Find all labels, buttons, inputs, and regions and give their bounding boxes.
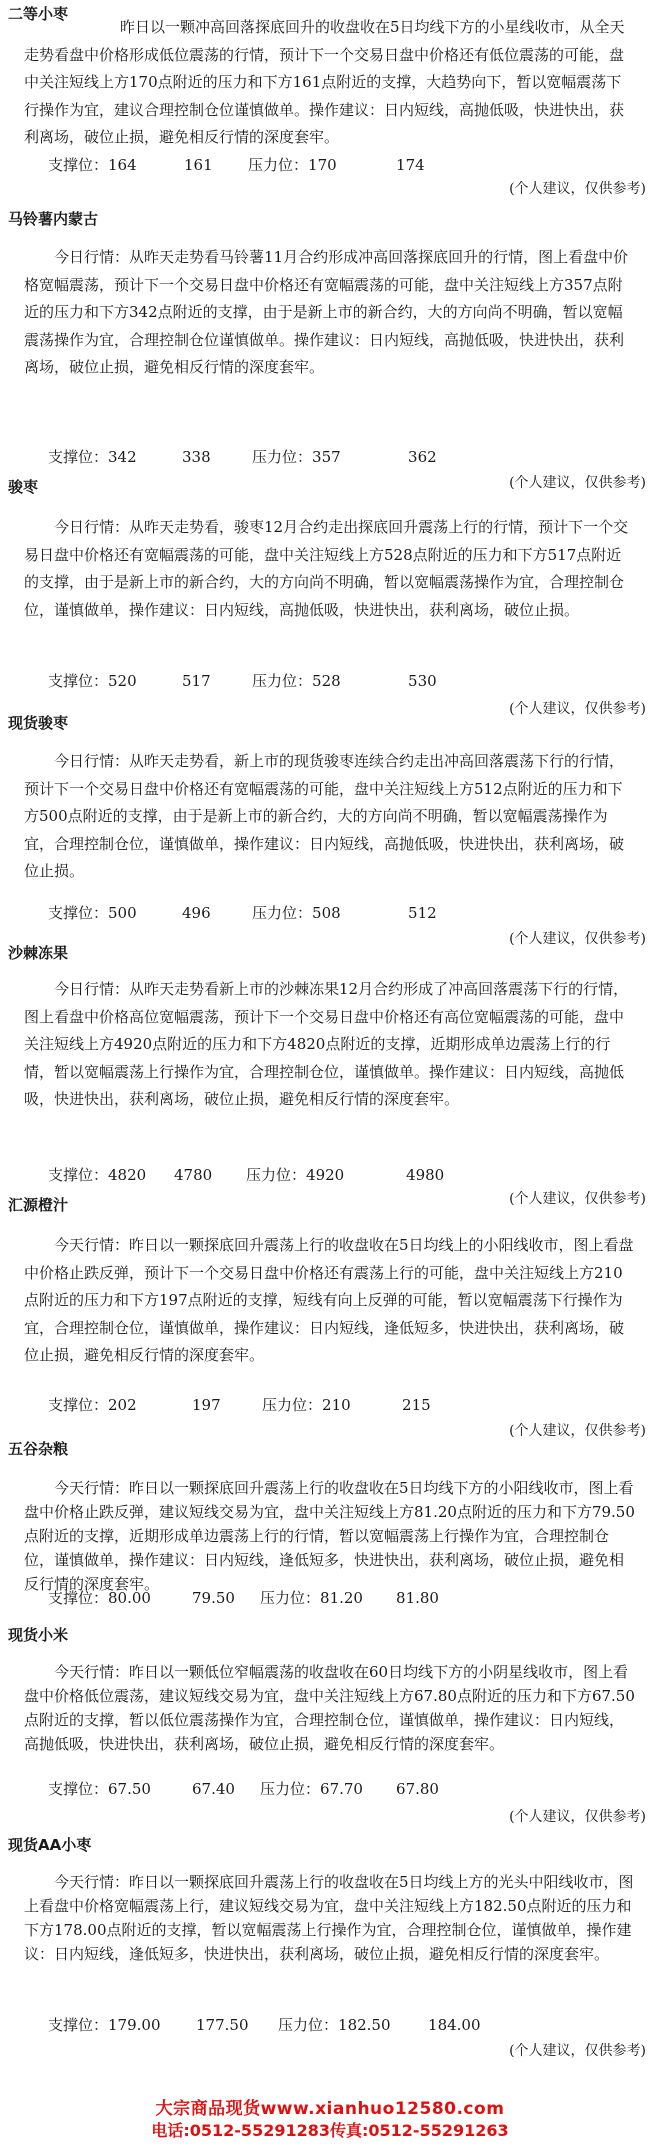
section-body: 今日行情：从昨天走势看，骏枣12月合约走出探底回升震荡上行的行情，预计下一个交易日盘中价格还有宽幅震荡的可能，盘中关注短线上方528点附近的压力和下方517点附近的支撑，由于是新上市的新合约，大的方向尚不明确，暂以宽幅震荡操作为宜，合理控制仓位，谨慎做单，操作建议：日内短线，高抛低吸，快进快出，获利离场，破位止损。 — [24, 518, 629, 619]
pressure-value-1: 210 — [322, 1396, 351, 1414]
price-levels — [48, 2016, 481, 2034]
section-title: 现货AA小枣 — [8, 1836, 92, 1854]
support-label: 支撑位： — [48, 156, 109, 174]
support-label: 支撑位： — [48, 1589, 109, 1607]
pressure-value-2: 67.80 — [396, 1780, 439, 1798]
price-levels — [48, 904, 437, 922]
section-body: 今天行情：昨日以一颗探底回升震荡上行的收盘收在5日均线上方的光头中阳线收市，图上看盘中价格宽幅震荡上行，建议短线交易为宜，盘中关注短线上方182.50点附近的压力和下方178.00点附近的支撑，暂以宽幅震荡上行操作为宜，合理控制仓位，谨慎做单，操作建议：日内短线，逢低短多，快进快出，获利离场，破位止损，避免相反行情的深度套牢。 — [24, 1873, 634, 1963]
section-title: 汇源橙汁 — [8, 1196, 69, 1214]
support-value-1: 80.00 — [108, 1589, 151, 1607]
footer-contact — [0, 2098, 660, 2142]
section-body: 今日行情：从昨天走势看马铃薯11月合约形成冲高回落探底回升的行情，图上看盘中价格宽幅震荡，预计下一个交易日盘中价格还有宽幅震荡的可能，盘中关注短线上方357点附近的压力和下方342点附近的支撑，由于是新上市的新合约，大的方向尚不明确，暂以宽幅震荡操作为宜，合理控制仓位谨慎做单。操作建议：日内短线，高抛低吸，快进快出，获利离场，破位止损，避免相反行情的深度套牢。 — [24, 248, 629, 376]
price-levels — [48, 1396, 431, 1414]
pressure-value-1: 67.70 — [320, 1780, 363, 1798]
pressure-value-2: 362 — [408, 448, 437, 466]
price-levels — [48, 448, 437, 466]
support-value-1: 202 — [108, 1396, 137, 1414]
pressure-value-1: 182.50 — [338, 2016, 391, 2034]
support-label: 支撑位： — [48, 672, 109, 690]
footer-phone-fax: 电话:0512-55291283传真:0512-55291263 — [151, 2121, 509, 2140]
pressure-value-1: 170 — [308, 156, 337, 174]
pressure-value-2: 174 — [396, 156, 425, 174]
pressure-value-1: 81.20 — [320, 1589, 363, 1607]
disclaimer-note: (个人建议，仅供参考) — [509, 1191, 646, 1207]
section-title: 沙棘冻果 — [8, 944, 69, 962]
section-title: 骏枣 — [8, 478, 39, 496]
support-value-1: 67.50 — [108, 1780, 151, 1798]
support-value-1: 4820 — [108, 1166, 147, 1184]
section-body: 今日行情：从昨天走势看，新上市的现货骏枣连续合约走出冲高回落震荡下行的行情，预计下一个交易日盘中价格还有宽幅震荡的可能，盘中关注短线上方512点附近的压力和下方500点附近的支撑，由于是新上市的新合约，大的方向尚不明确，暂以宽幅震荡操作为宜，合理控制仓位，谨慎做单，操作建议：日内短线，高抛低吸，快进快出，获利离场，破位止损。 — [24, 752, 625, 880]
pressure-label: 压力位： — [252, 448, 313, 466]
disclaimer-note: (个人建议，仅供参考) — [509, 931, 646, 947]
support-value-2: 67.40 — [192, 1780, 235, 1798]
section-title: 马铃薯内蒙古 — [8, 210, 99, 228]
support-value-2: 517 — [182, 672, 211, 690]
pressure-value-1: 357 — [312, 448, 341, 466]
disclaimer-note: (个人建议，仅供参考) — [509, 2043, 646, 2059]
section-body: 今天行情：昨日以一颗探底回升震荡上行的收盘收在5日均线上的小阳线收市，图上看盘中价格止跌反弹，预计下一个交易日盘中价格还有震荡上行的可能，盘中关注短线上方210点附近的压力和下方197点附近的支撑，短线有向上反弹的可能，暂以宽幅震荡下行操作为宜，合理控制仓位，谨慎做单，操作建议：日内短线，逢低短多，快进快出，获利离场，破位止损，避免相反行情的深度套牢。 — [24, 1236, 634, 1364]
pressure-value-2: 184.00 — [428, 2016, 481, 2034]
support-label: 支撑位： — [48, 904, 109, 922]
section-title: 二等小枣 — [8, 5, 69, 23]
pressure-value-2: 81.80 — [396, 1589, 439, 1607]
section-body: 今天行情：昨日以一颗低位窄幅震荡的收盘收在60日均线下方的小阴星线收市，图上看盘中价格低位震荡，建议短线交易为宜，盘中关注短线上方67.80点附近的压力和下方67.50点附近的支撑，暂以低位震荡操作为宜，合理控制仓位，谨慎做单，操作建议：日内短线，高抛低吸，快进快出，获利离场，破位止损，避免相反行情的深度套牢。 — [24, 1663, 635, 1753]
price-levels — [48, 1589, 439, 1607]
pressure-value-1: 528 — [312, 672, 341, 690]
pressure-label: 压力位： — [248, 156, 309, 174]
section-body: 昨日以一颗冲高回落探底回升的收盘收在5日均线下方的小星线收市，从全天走势看盘中价格形成低位震荡的行情，预计下一个交易日盘中价格还有低位震荡的可能，盘中关注短线上方170点附近的压力和下方161点附近的支撑，大趋势向下，暂以宽幅震荡下行操作为宜，建议合理控制仓位谨慎做单。操作建议：日内短线，高抛低吸，快进快出，获利离场，破位止损，避免相反行情的深度套牢。 — [24, 18, 625, 146]
pressure-label: 压力位： — [260, 1780, 321, 1798]
disclaimer-note: (个人建议，仅供参考) — [509, 475, 646, 491]
pressure-label: 压力位： — [246, 1166, 307, 1184]
support-label: 支撑位： — [48, 2016, 109, 2034]
pressure-value-2: 4980 — [406, 1166, 445, 1184]
pressure-label: 压力位： — [278, 2016, 339, 2034]
support-value-2: 161 — [184, 156, 213, 174]
pressure-value-1: 508 — [312, 904, 341, 922]
pressure-value-1: 4920 — [306, 1166, 345, 1184]
disclaimer-note: (个人建议，仅供参考) — [509, 701, 646, 717]
pressure-label: 压力位： — [262, 1396, 323, 1414]
support-value-1: 164 — [108, 156, 137, 174]
support-value-1: 520 — [108, 672, 137, 690]
pressure-value-2: 512 — [408, 904, 437, 922]
support-value-2: 177.50 — [196, 2016, 249, 2034]
pressure-value-2: 530 — [408, 672, 437, 690]
section-title: 现货骏枣 — [8, 714, 69, 732]
price-levels — [48, 156, 425, 174]
section-title: 现货小米 — [8, 1626, 69, 1644]
price-levels — [48, 1780, 439, 1798]
support-label: 支撑位： — [48, 1780, 109, 1798]
disclaimer-note: (个人建议，仅供参考) — [509, 1423, 646, 1439]
support-value-2: 197 — [192, 1396, 221, 1414]
support-value-1: 342 — [108, 448, 137, 466]
disclaimer-note: (个人建议，仅供参考) — [509, 181, 646, 197]
price-levels — [48, 672, 437, 690]
footer-website[interactable]: 大宗商品现货www.xianhuo12580.com — [155, 2099, 505, 2119]
pressure-label: 压力位： — [260, 1589, 321, 1607]
pressure-value-2: 215 — [402, 1396, 431, 1414]
disclaimer-note: (个人建议，仅供参考) — [509, 1809, 646, 1825]
section-body: 今日行情：从昨天走势看新上市的沙棘冻果12月合约形成了冲高回落震荡下行的行情，图上看盘中价格高位宽幅震荡，预计下一个交易日盘中价格还有高位宽幅震荡的可能，盘中关注短线上方4920点附近的压力和下方4820点附近的支撑，近期形成单边震荡上行的行情，暂以宽幅震荡上行操作为宜，合理控制仓位，谨慎做单。操作建议：日内短线，高抛低吸，快进快出，获利离场，破位止损，避免相反行情的深度套牢。 — [24, 980, 629, 1108]
support-value-2: 4780 — [174, 1166, 213, 1184]
support-value-2: 496 — [182, 904, 211, 922]
support-value-2: 338 — [182, 448, 211, 466]
section-title: 五谷杂粮 — [8, 1440, 69, 1458]
section-body: 今天行情：昨日以一颗探底回升震荡上行的收盘收在5日均线下方的小阳线收市，图上看盘中价格止跌反弹，建议短线交易为宜，盘中关注短线上方81.20点附近的压力和下方79.50点附近的支撑，近期形成单边震荡上行的行情，暂以宽幅震荡上行操作为宜，合理控制仓位，谨慎做单，操作建议：日内短线，逢低短多，快进快出，获利离场，破位止损，避免相反行情的深度套牢。 — [24, 1479, 635, 1593]
price-levels — [48, 1166, 444, 1184]
support-value-2: 79.50 — [192, 1589, 235, 1607]
pressure-label: 压力位： — [252, 904, 313, 922]
support-label: 支撑位： — [48, 1396, 109, 1414]
support-value-1: 179.00 — [108, 2016, 161, 2034]
support-value-1: 500 — [108, 904, 137, 922]
pressure-label: 压力位： — [252, 672, 313, 690]
support-label: 支撑位： — [48, 448, 109, 466]
support-label: 支撑位： — [48, 1166, 109, 1184]
